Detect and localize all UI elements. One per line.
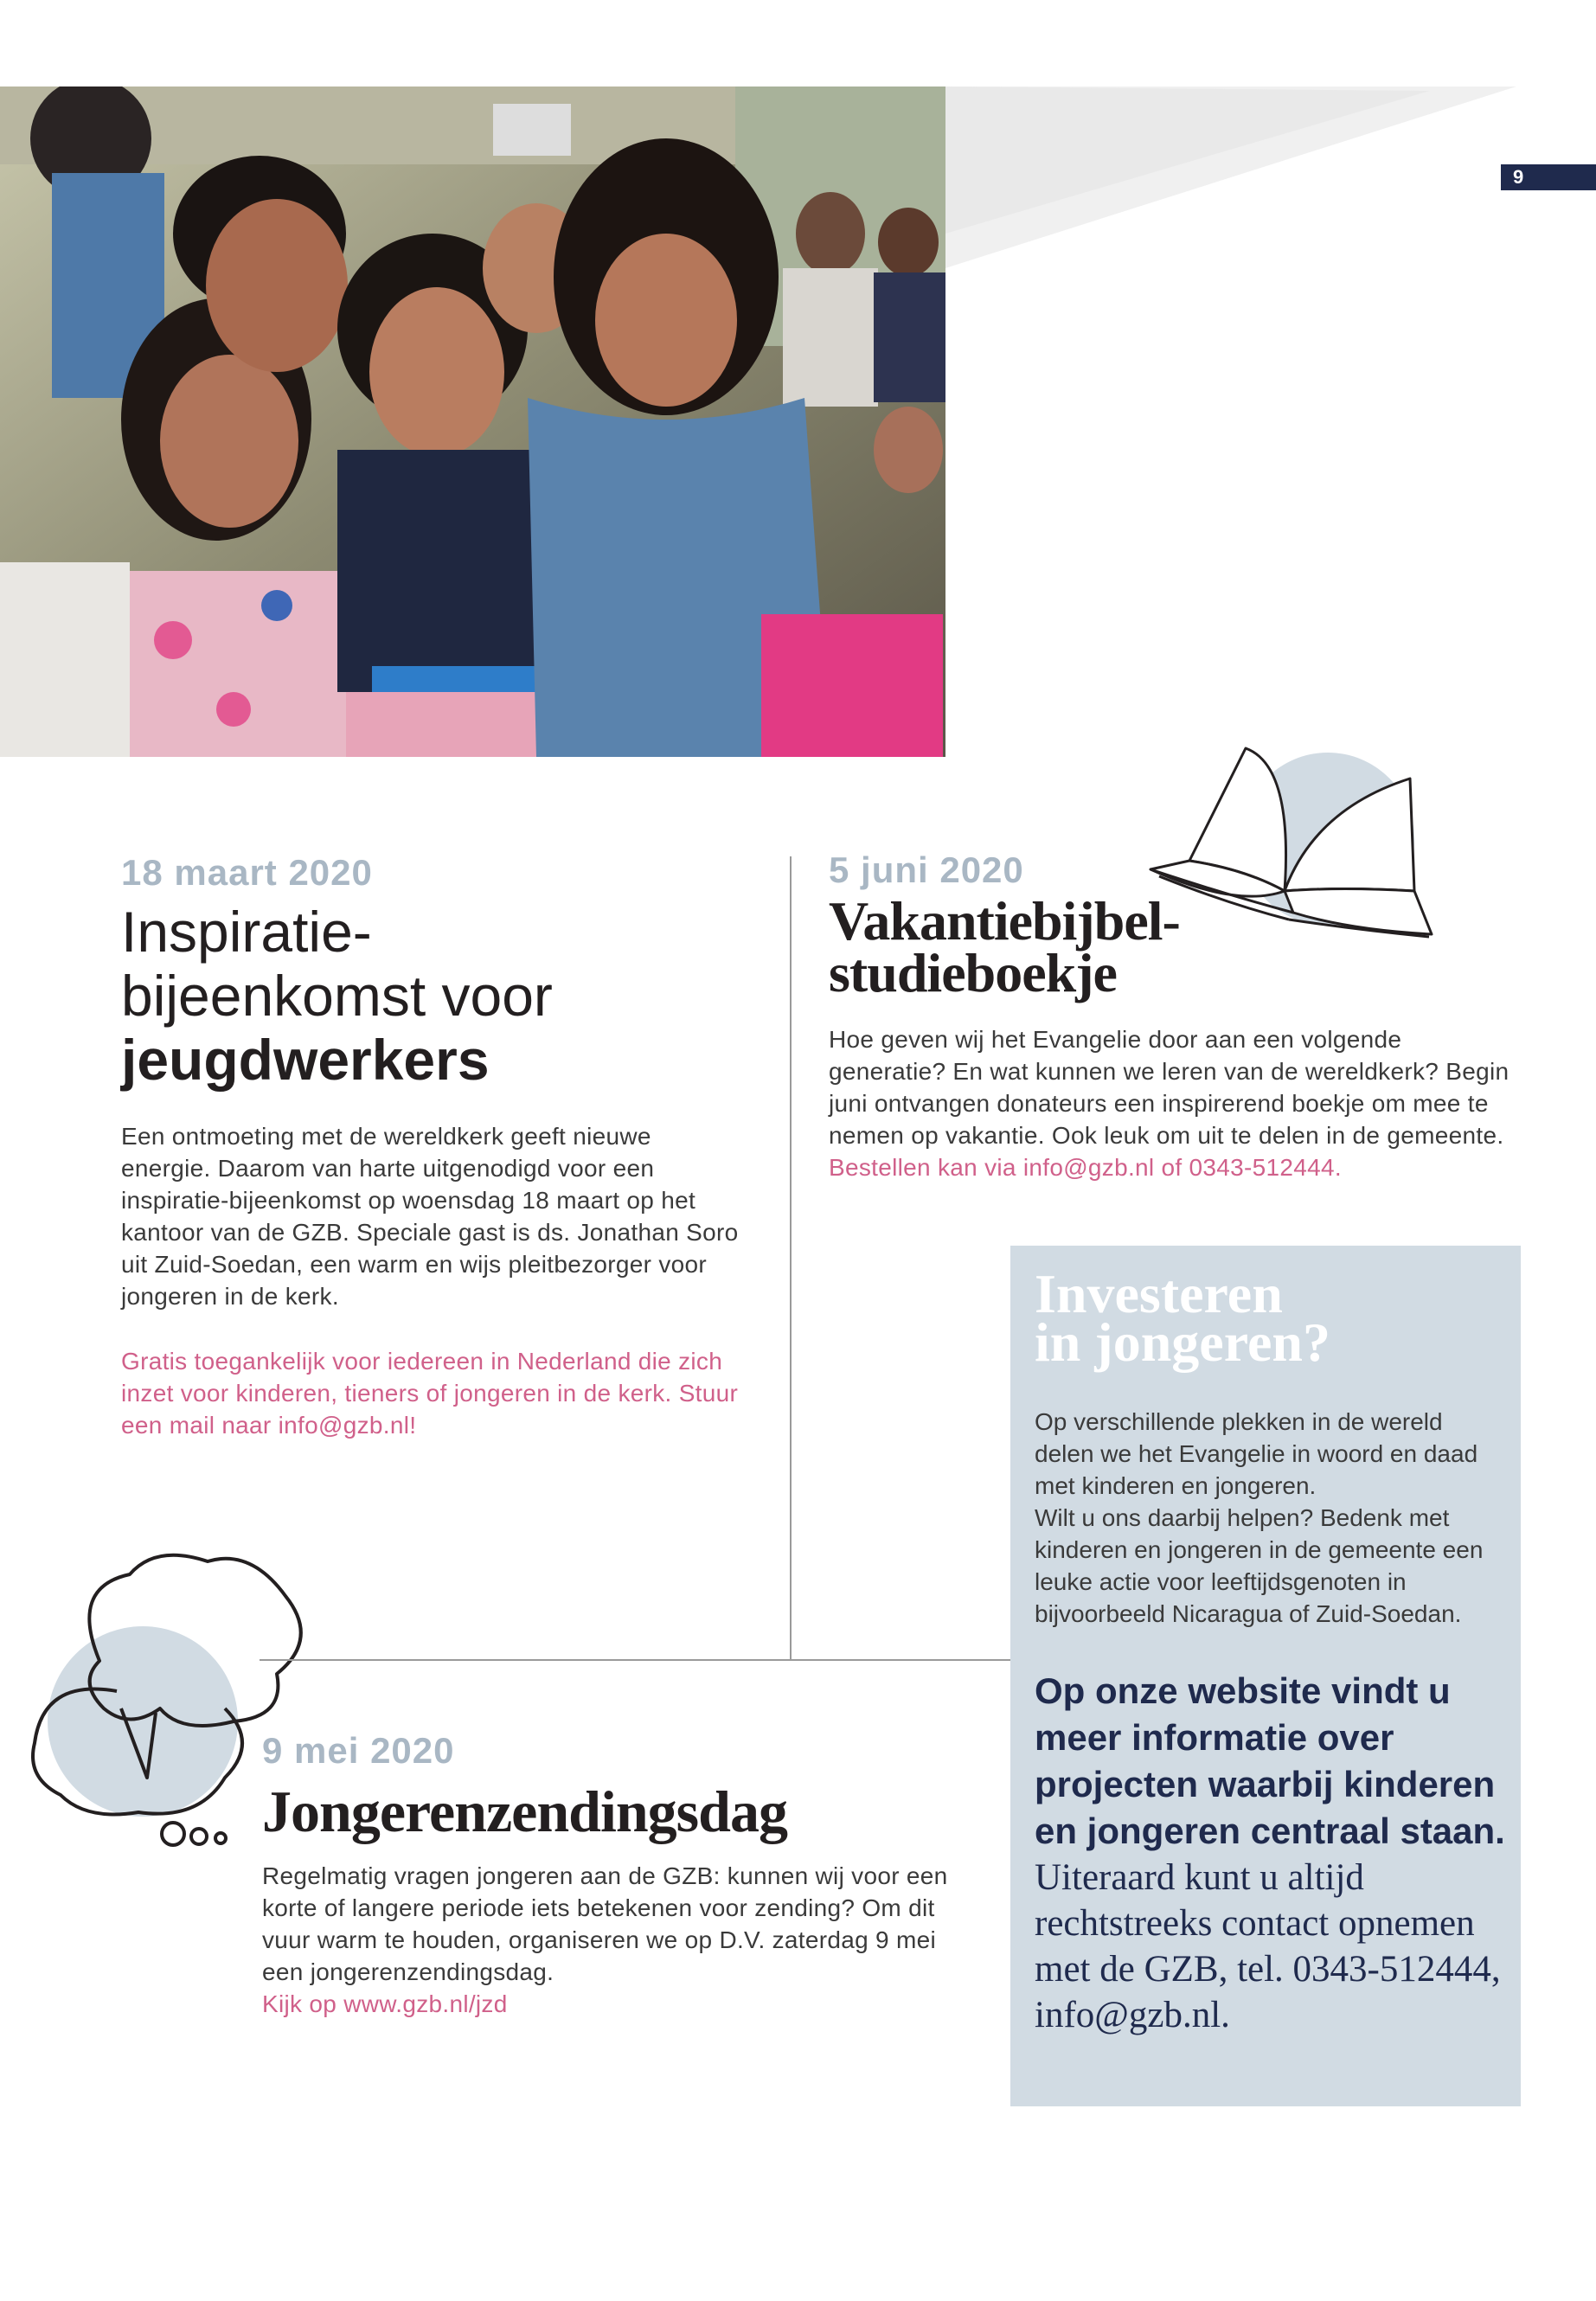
- event-cta[interactable]: Kijk op www.gzb.nl/jzd: [262, 1990, 508, 2017]
- event-body: [262, 1860, 954, 2020]
- event-body: [829, 1023, 1521, 1183]
- event-cta[interactable]: Gratis toegankelijk voor iedereen in Nederland die zich inzet voor kinderen, tieners of jongeren in de kerk. Stuur een mail naar info@gzb.nl!: [121, 1348, 739, 1439]
- event-date: 18 maart 2020: [121, 852, 373, 893]
- event-date: 9 mei 2020: [262, 1730, 455, 1771]
- divider-vertical: [790, 856, 792, 1661]
- event-body-text: Hoe geven wij het Evangelie door aan een volgende generatie? En wat kunnen we leren van de wereldkerk? Begin juni ontvangen donateurs een inspirerend boekje om mee te nemen op vakantie. Ook leuk om uit te delen in de gemeente.: [829, 1026, 1509, 1149]
- event-date: 5 juni 2020: [829, 849, 1024, 890]
- event-body-text: Regelmatig vragen jongeren aan de GZB: kunnen wij voor een korte of langere periode iets betekenen voor zending? Om dit vuur warm te houden, organiseren we op D.V. zaterdag 9 mei een jongerenzendingsdag.: [262, 1862, 948, 1985]
- title-line: in jongeren?: [1035, 1311, 1330, 1373]
- title-line: studieboekje: [829, 942, 1117, 1003]
- invest-body-para: Wilt u ons daarbij helpen? Bedenk met kinderen en jongeren in de gemeente een leuke actie voor leeftijdsgenoten in bijvoorbeeld Nicaragua of Zuid-Soedan.: [1035, 1504, 1484, 1627]
- title-line: bijeenkomst voor: [121, 964, 553, 1028]
- invest-title: [1035, 1263, 1502, 1373]
- photo-children: [0, 87, 945, 757]
- divider-horizontal: [260, 1659, 1012, 1661]
- invest-body-para: Op verschillende plekken in de wereld delen we het Evangelie in woord en daad met kinderen en jongeren.: [1035, 1408, 1478, 1499]
- title-line: Vakantiebijbel-: [829, 890, 1180, 952]
- invest-contact-rest[interactable]: Uiteraard kunt u altijd rechtstreeks contact opnemen met de GZB, tel. 0343-512444, info@gzb.nl.: [1035, 1857, 1501, 2035]
- invest-box: [1010, 1246, 1521, 2106]
- event-title: Jongerenzendingsdag: [262, 1779, 787, 1844]
- event-body: Een ontmoeting met de wereldkerk geeft nieuwe energie. Daarom van harte uitgenodigd voor een inspiratie-bijeenkomst op woensdag 18 maart op het kantoor van de GZB. Speciale gast is ds. Jonathan Soro uit Zuid-Soedan, een warm en wijs pleitbezorger voor jongeren in de kerk.: [121, 1123, 739, 1310]
- event-title: [829, 890, 1382, 1003]
- invest-contact-bold: Op onze website vindt u meer informatie over projecten waarbij kinderen en jongeren centraal staan.: [1035, 1670, 1505, 1851]
- page-number: 9: [1513, 166, 1524, 188]
- speech-bubbles-icon: [26, 1535, 303, 1864]
- title-line: Inspiratie-: [121, 900, 372, 964]
- page-number-tab: [1501, 164, 1596, 190]
- event-cta[interactable]: Bestellen kan via info@gzb.nl of 0343-512444.: [829, 1154, 1342, 1181]
- title-line-bold: jeugdwerkers: [121, 1028, 490, 1092]
- paper-texture: [945, 87, 1516, 268]
- invest-contact: [1035, 1668, 1510, 2038]
- event-title: [121, 900, 727, 1092]
- invest-body: [1035, 1406, 1502, 1630]
- title-line: Investeren: [1035, 1263, 1283, 1324]
